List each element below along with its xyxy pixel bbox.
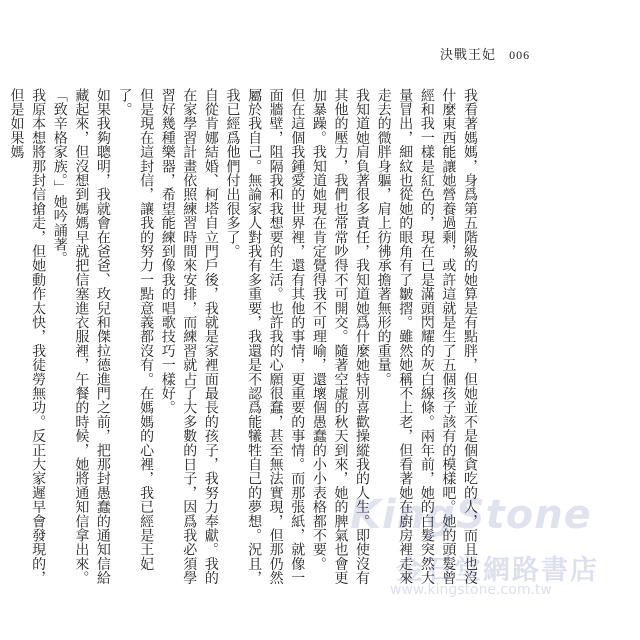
watermark-store-name: 金石堂網路書店 [396,555,599,586]
paragraph: 我知道她肩負著很多責任，我知道她爲什麼她特別喜歡操縱我的人生。即使沒有其他的壓力，我們也常常吵得不可開交。隨著空虛的秋天到來，她的脾氣也會更加暴躁。我知道她現在肯定覺得我不可理喻，還壞個愚蠢的小小表格都不要。 [310,88,371,585]
paragraph: 但是現在這封信，讓我的努力一點意義都沒有。在媽媽的心裡，我已經是王妃了。 [116,88,155,571]
page-number: 006 [509,48,531,62]
paragraph: 我原本想將那封信搶走，但她動作太快，我徒勞無功。反正大家遲早會發現的，但是如果媽 [8,88,47,585]
watermark-brand: KingStone [350,492,592,538]
page-header [440,44,530,63]
book-title: 決戰王妃 [440,48,497,63]
paragraph: 「致辛格家族。」她吟誦著。 [51,88,68,266]
paragraph: 如果我夠聰明，我就會在爸爸、玫兒和傑拉德進門之前，把那封愚蠢的通知信給藏起來，但沒想到媽媽早就把信塞進衣服裡，午餐的時候，她將通知信拿出來。 [73,88,111,585]
paragraph: 自從肯娜結婚、柯塔自立門戶後，我就是家裡面最長的孩子，我努力奉獻。我的在家學習計畫依照練習時間來安排，而練習就占了大多數的日子，因爲我必須學習好幾種樂器，希望能練到像我的唱歌技巧一樣好。 [159,88,219,585]
paragraph: 我看著媽媽，身爲第五階級的她算是有點胖，但她並不是個貪吃的人，而且也沒什麼東西能讓她營養過剩，或許這就是生了五個孩子該有的模樣吧。她的頭髮曾經和我一樣是紅色的，現在已是滿頭閃耀的灰白線條。兩年前，她的白髮突然大量冒出，細紋也從她的眼角有了皺摺。雖然她稱不上老，但看著她在廚房裡走來走去的微胖身軀，肩上彷彿承擔著無形的重量。 [375,88,478,585]
watermark-url: www.kingstone.com.tw [390,582,552,598]
paragraph: 但在這個我鍾愛的世界裡，還有其他的事情，更重要的事情。而那張紙，就像一面牆壁，阻隔我和我想要的生活。也許我的心願很蠢，甚至無法實現，但那仍然屬於我自己。無論家人對我有多重要，我還是不認爲能犧牲自己的夢想。況且，我已經爲他們付出很多了。 [224,88,306,585]
